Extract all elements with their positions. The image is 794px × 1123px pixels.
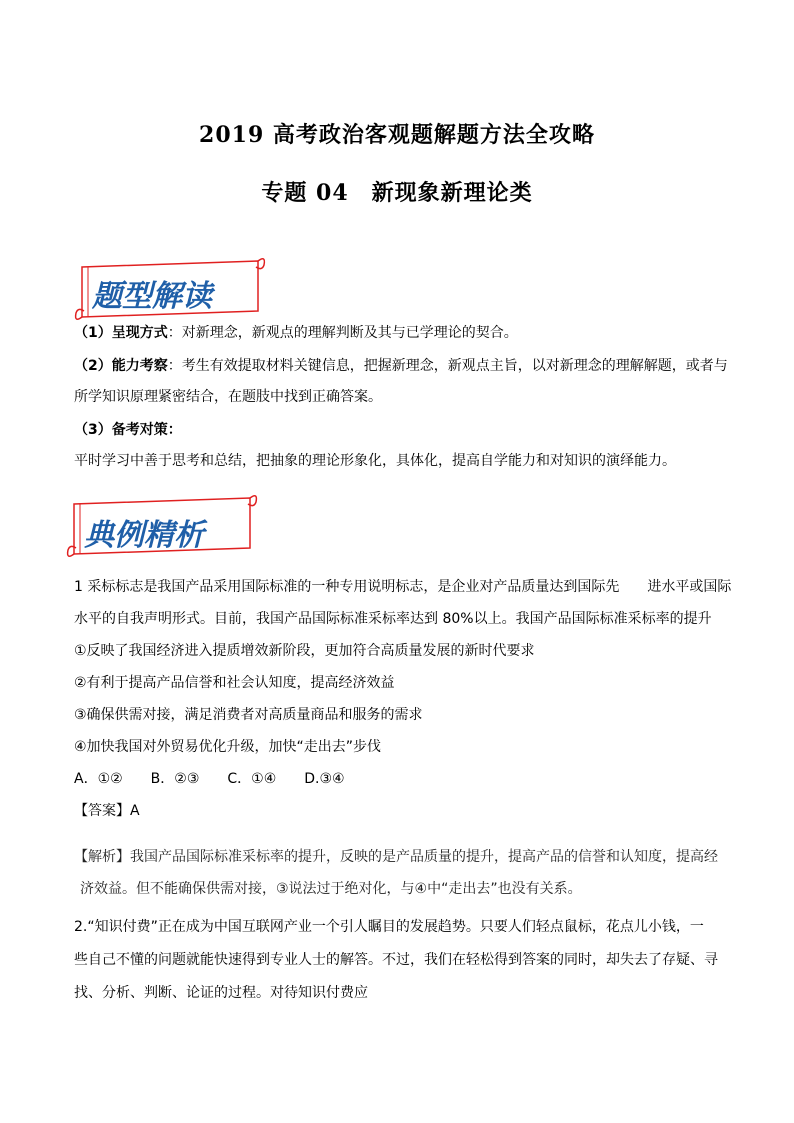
section-banner-example-analysis — [66, 490, 260, 560]
question-2-line-3: 找、分析、判断、论证的过程。对待知识付费应 — [74, 985, 368, 1001]
question-1-option-3: ③确保供需对接，满足消费者对高质量商品和服务的需求 — [74, 707, 423, 723]
question-1-stem-line-1: 1 采标标志是我国产品采用国际标准的一种专用说明标志，是企业对产品质量达到国际先 进水平或国际 — [74, 579, 732, 595]
section-banner-question-type — [74, 253, 268, 323]
section-banner-label: 题型解读 — [92, 279, 212, 314]
page-subtitle: 专题 04 新现象新理论类 — [261, 180, 533, 206]
item-ability-continued: 所学知识原理紧密结合，在题肢中找到正确答案。 — [74, 389, 382, 405]
item-presentation: （1）呈现方式：对新理念，新观点的理解判断及其与已学理论的契合。 — [74, 325, 518, 341]
question-1-analysis-line-1: 【解析】我国产品国际标准采标率的提升，反映的是产品质量的提升，提高产品的信誉和认知度，提高经 — [74, 849, 718, 865]
item-preparation-text: 平时学习中善于思考和总结，把抽象的理论形象化，具体化，提高自学能力和对知识的演绎能力。 — [74, 453, 676, 469]
page-title: 2019 高考政治客观题解题方法全攻略 — [199, 122, 595, 148]
item-ability: （2）能力考察：考生有效提取材料关键信息，把握新理念，新观点主旨，以对新理念的理解解题，或者与 — [74, 358, 728, 374]
question-1-option-4: ④加快我国对外贸易优化升级，加快“走出去”步伐 — [74, 739, 382, 755]
item-preparation-heading: （3）备考对策： — [74, 422, 182, 438]
question-1-analysis-line-2: 济效益。但不能确保供需对接，③说法过于绝对化，与④中“走出去”也没有关系。 — [80, 881, 582, 897]
question-2-line-1: 2.“知识付费”正在成为中国互联网产业一个引人瞩目的发展趋势。只要人们轻点鼠标，花点儿小钱，一 — [74, 919, 704, 935]
question-1-stem-line-2: 水平的自我声明形式。目前，我国产品国际标准采标率达到 80%以上。我国产品国际标准采标率的提升 — [74, 611, 712, 627]
question-1-answer: 【答案】A — [74, 803, 140, 819]
section-banner-label: 典例精析 — [84, 518, 204, 553]
question-1-option-2: ②有利于提高产品信誉和社会认知度，提高经济效益 — [74, 675, 395, 691]
question-2-line-2: 些自己不懂的问题就能快速得到专业人士的解答。不过，我们在轻松得到答案的同时，却失去了存疑、寻 — [74, 952, 718, 968]
question-1-choices: A．①② B．②③ C．①④ D.③④ — [74, 771, 345, 787]
question-1-option-1: ①反映了我国经济进入提质增效新阶段，更加符合高质量发展的新时代要求 — [74, 643, 535, 659]
